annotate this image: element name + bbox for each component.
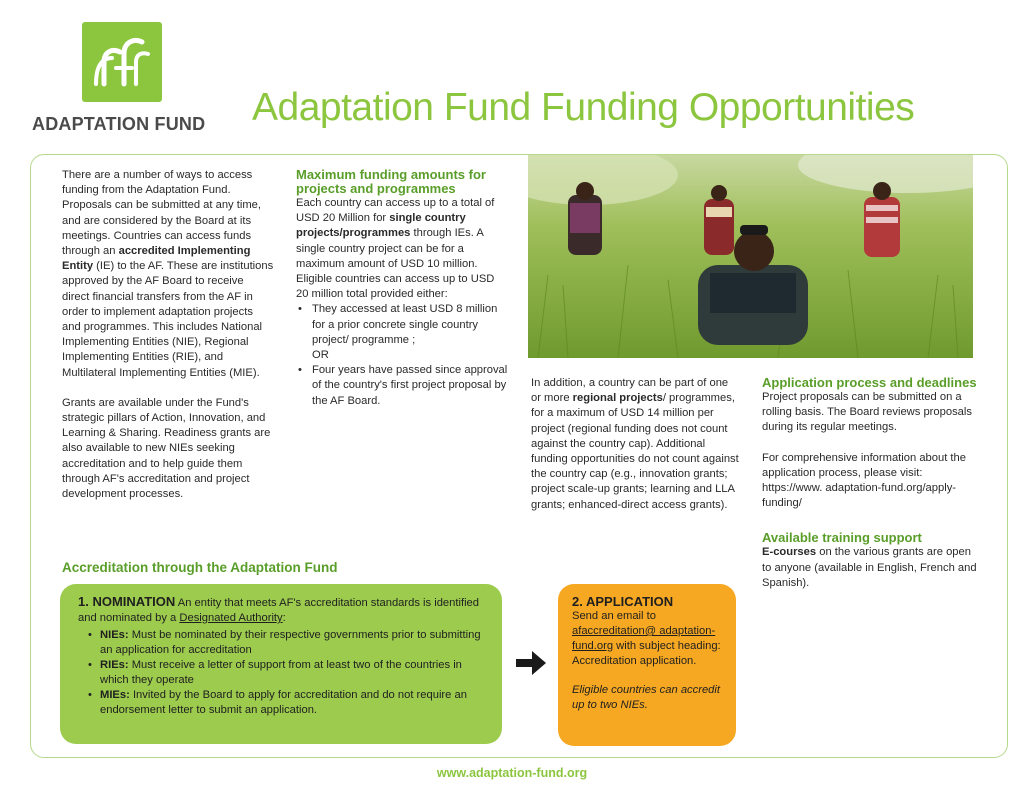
training-heading: Available training support (762, 530, 922, 546)
application-heading: 2. APPLICATION (572, 594, 674, 609)
max-funding-column (296, 168, 508, 409)
field-workers-photo (528, 155, 973, 358)
adaptation-fund-logo-icon (82, 22, 162, 102)
intro-paragraph-1: There are a number of ways to access funding from the Adaptation Fund. Proposals can be submitted at any time, and are considered by the Board at its meetings. Countries can access funds through an accredited Implementing Entity (IE) to the AF. These are institutions approved by the AF Board to receive direct financial transfers from the AF in order to implement adaptation projects and programmes. This includes National Implementing Entities (NIE), Regional Implementing Entities (RIE), and Multilateral Implementing Entities (MIE). (62, 169, 274, 379)
intro-column (62, 168, 274, 502)
logo-text: ADAPTATION FUND (32, 114, 206, 134)
regional-paragraph: In addition, a country can be part of one or more regional projects/ programmes, for a maximum of USD 14 million per project (regional funding does not count against the country cap). Additional funding opportunities do not count against the country cap (e.g., innovation grants; project scale-up grants; learning and LLA grants; enhanced-direct access grants). (531, 377, 739, 511)
arrow-right-icon (514, 648, 548, 678)
max-funding-heading: Maximum funding amounts for projects and programmes (296, 167, 486, 196)
intro-paragraph-2: Grants are available under the Fund's strategic pillars of Action, Innovation, and Learning & Sharing. Readiness grants are also available to new NIEs seeking accreditation and to help guide them through AF's accreditation and project development processes. (62, 396, 271, 501)
list-item: • RIEs: Must receive a letter of support from at least two of the countries in which they operate (100, 658, 488, 688)
nomination-box (60, 584, 502, 744)
nomination-heading: 1. NOMINATION (78, 594, 176, 609)
application-box: 2. APPLICATION Send an email to afaccreditation@ adaptation-fund.org with subject heading: Accreditation application. Eligible countries can accredit up to two NIEs. (558, 584, 736, 746)
nomination-lead: 1. NOMINATION An entity that meets AF's accreditation standards is identified and nominated by a Designated Authority: (78, 594, 480, 624)
list-item: • Four years have passed since approval of the country's first project proposal by the AF Board. (312, 363, 508, 409)
application-process-heading: Application process and deadlines (762, 375, 977, 390)
or-text: OR (312, 349, 329, 362)
application-note: Eligible countries can accredit up to two NIEs. (572, 684, 720, 711)
nomination-list (78, 628, 488, 718)
training-paragraph: E-courses on the various grants are open to anyone (available in English, French and Spanish). (762, 546, 977, 589)
list-item: • They accessed at least USD 8 million for a prior concrete single country project/ programme ; OR (312, 302, 508, 363)
page-title: Adaptation Fund Funding Opportunities (252, 86, 915, 129)
designated-authority-link[interactable]: Designated Authority (179, 612, 283, 624)
regional-column (531, 376, 741, 513)
accreditation-email-link[interactable]: afaccreditation@ adaptation-fund.org (572, 625, 716, 652)
max-funding-list (296, 302, 508, 408)
application-process-column (762, 376, 982, 591)
footer-url-link[interactable]: www.adaptation-fund.org (436, 766, 588, 780)
max-funding-paragraph: Each country can access up to a total of USD 20 Million for single country projects/programmes through IEs. A single country project can be for a maximum amount of USD 10 million. Eligible countries can access up to USD 20 million total provided either: (296, 197, 495, 301)
list-item: • NIEs: Must be nominated by their respective governments prior to submitting an application for accreditation (100, 628, 488, 658)
accreditation-heading: Accreditation through the Adaptation Fund (62, 560, 338, 575)
application-process-paragraph-1: Project proposals can be submitted on a rolling basis. The Board reviews proposals during its regular meetings. (762, 391, 972, 434)
list-item: • MIEs: Invited by the Board to apply for accreditation and do not require an endorsement letter to submit an application. (100, 688, 488, 718)
application-process-paragraph-2: For comprehensive information about the application process, please visit: https://www. adaptation-fund.org/apply-funding/ (762, 451, 966, 510)
logo-icon (82, 22, 162, 102)
